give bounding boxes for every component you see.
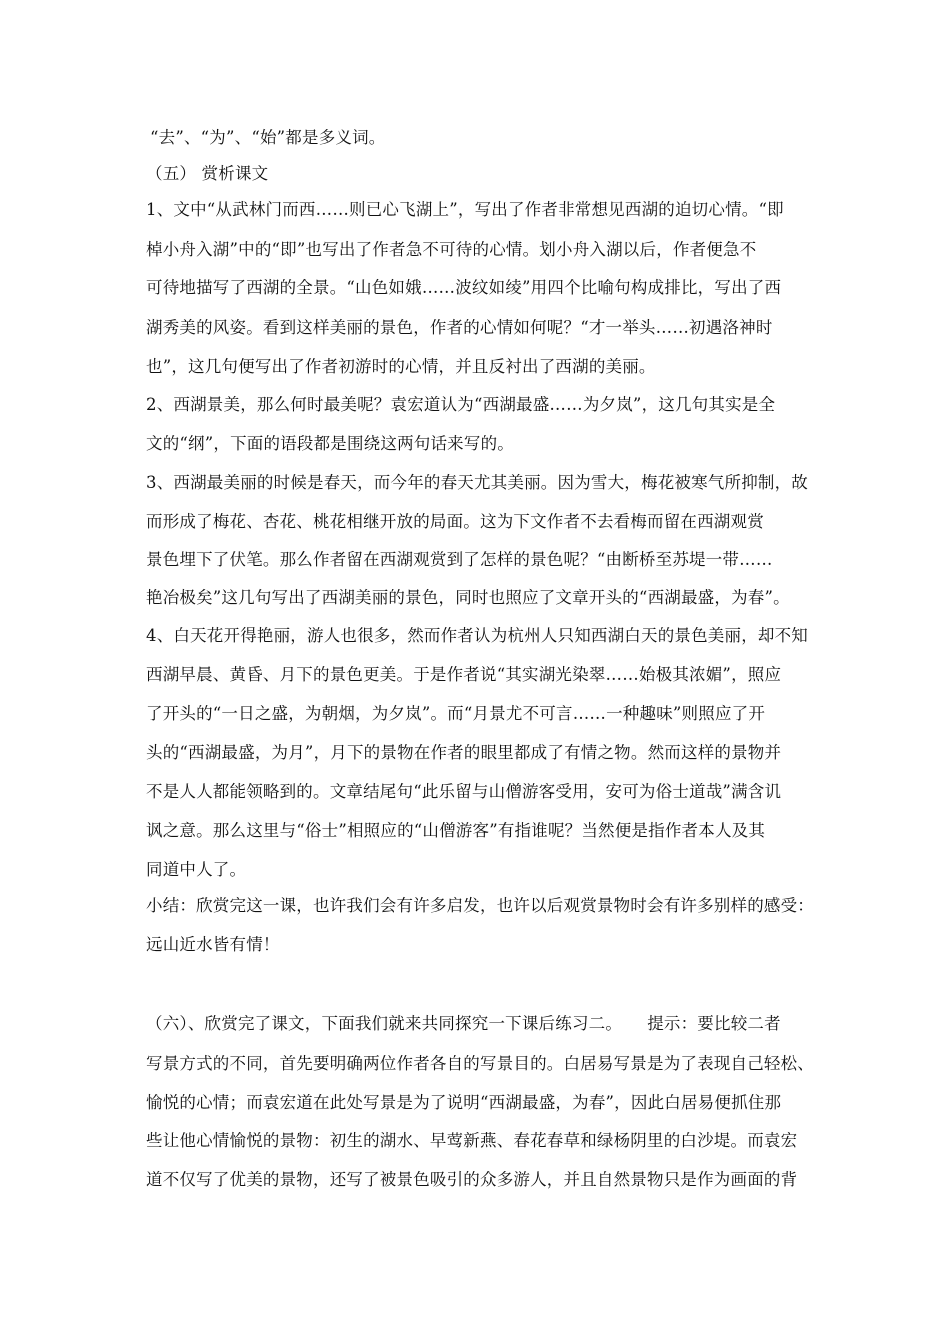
text-line: 了开头的“一日之盛，为朝烟，为夕岚”。而“月景尤不可言……一种趣味”则照应了开 — [146, 704, 766, 723]
text-line: 道不仅写了优美的景物，还写了被景色吸引的众多游人，并且自然景物只是作为画面的背 — [146, 1170, 798, 1189]
text-line: 景色埋下了伏笔。那么作者留在西湖观赏到了怎样的景色呢？“由断桥至苏堤一带…… — [146, 550, 773, 569]
text-line: 棹小舟入湖”中的“即”也写出了作者急不可待的心情。划小舟入湖以后，作者便急不 — [146, 240, 757, 259]
text-line: 写景方式的不同，首先要明确两位作者各自的写景目的。白居易写景是为了表现自己轻松、 — [146, 1054, 814, 1073]
summary-line: 远山近水皆有情！ — [146, 935, 280, 954]
summary-line: 小结：欣赏完这一课，也许我们会有许多启发，也许以后观赏景物时会有许多别样的感受： — [146, 896, 814, 915]
text-line: 3、西湖最美丽的时候是春天，而今年的春天尤其美丽。因为雪大，梅花被寒气所抑制，故 — [146, 473, 808, 492]
text-line: 艳冶极矣”这几句写出了西湖美丽的景色，同时也照应了文章开头的“西湖最盛，为春”。 — [146, 588, 790, 607]
text-line: “去”、“为”、“始”都是多义词。 — [150, 128, 386, 147]
text-line: 湖秀美的风姿。看到这样美丽的景色，作者的心情如何呢？“才一举头……初遇洛神时 — [146, 318, 773, 337]
text-line: 文的“纲”，下面的语段都是围绕这两句话来写的。 — [146, 434, 514, 453]
text-line: 愉悦的心情；而袁宏道在此处写景是为了说明“西湖最盛，为春”，因此白居易便抓住那 — [146, 1093, 782, 1112]
text-line: 讽之意。那么这里与“俗士”相照应的“山僧游客”有指谁呢？当然便是指作者本人及其 — [146, 821, 766, 840]
text-line: 些让他心情愉悦的景物：初生的湖水、早莺新燕、春花春草和绿杨阴里的白沙堤。而袁宏 — [146, 1131, 798, 1150]
text-line: 头的“西湖最盛，为月”，月下的景物在作者的眼里都成了有情之物。然而这样的景物并 — [146, 743, 782, 762]
text-line: 不是人人都能领略到的。文章结尾句“此乐留与山僧游客受用，安可为俗士道哉”满含讥 — [146, 782, 782, 801]
text-line: 1、文中“从武林门而西……则已心飞湖上”，写出了作者非常想见西湖的迫切心情。“即 — [146, 200, 784, 219]
text-line: 可待地描写了西湖的全景。“山色如娥……波纹如绫”用四个比喻句构成排比，写出了西 — [146, 278, 782, 297]
text-line: 也”，这几句便写出了作者初游时的心情，并且反衬出了西湖的美丽。 — [146, 357, 656, 376]
section-heading: （六）、欣赏完了课文，下面我们就来共同探究一下课后练习二。 提示：要比较二者 — [146, 1014, 781, 1033]
section-heading: （五） 赏析课文 — [146, 164, 269, 183]
text-line: 4、白天花开得艳丽，游人也很多，然而作者认为杭州人只知西湖白天的景色美丽，却不知 — [146, 626, 808, 645]
text-line: 同道中人了。 — [146, 860, 247, 879]
text-line: 2、西湖景美，那么何时最美呢？袁宏道认为“西湖最盛……为夕岚”，这几句其实是全 — [146, 395, 776, 414]
text-line: 而形成了梅花、杏花、桃花相继开放的局面。这为下文作者不去看梅而留在西湖观赏 — [146, 512, 764, 531]
text-line: 西湖早晨、黄昏、月下的景色更美。于是作者说“其实湖光染翠……始极其浓媚”，照应 — [146, 665, 782, 684]
